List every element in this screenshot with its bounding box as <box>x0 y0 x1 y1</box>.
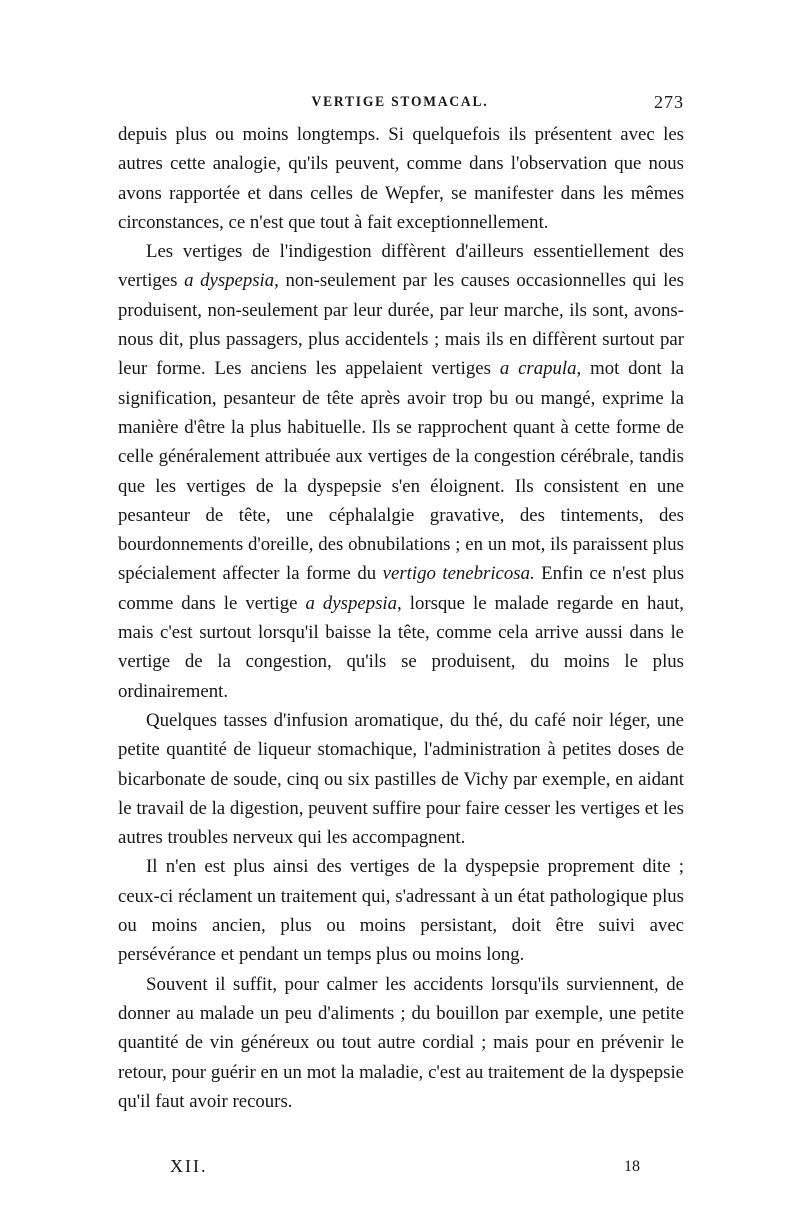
italic-term: vertigo tenebricosa. <box>382 563 535 585</box>
italic-term: a dyspepsia, <box>305 592 402 614</box>
paragraph-text: Quelques tasses d'infusion aromatique, du thé, du café noir léger, une petite quantité de liqueur stomachique, l'administration à petites doses de bicarbonate de soude, cinq ou six pastilles de Vichy par exemple, en aidant le travail de la digestion, peuvent suffire pour faire cesser les vertiges et les autres troubles nerveux qui les accompagnent. <box>118 709 684 849</box>
paragraph-text: Souvent il suffit, pour calmer les accidents lorsqu'ils surviennent, de donner au malade un peu d'aliments ; du bouillon par exemple, une petite quantité de vin généreux ou tout autre cordial ; mais pour en prévenir le retour, pour guérir en un mot la maladie, c'est au traitement de la dyspepsie qu'il faut avoir recours. <box>118 973 684 1112</box>
running-head <box>116 94 684 118</box>
paragraph-dyspepsia-treatment <box>118 852 684 969</box>
paragraph-continuation <box>118 120 684 237</box>
italic-term: a crapula, <box>499 358 582 380</box>
paragraph-indigestion-vertigo <box>118 237 684 706</box>
sheet-number: 18 <box>624 1158 640 1175</box>
paragraph-text: non-seulement par les causes occasionnelles qui les produisent, non-seulement par leur durée, par leur marche, ils sont, avons-nous dit, plus passagers, plus accidentels ; mais ils en diffèrent surtout par leur forme. Les anciens les appelaient vertiges <box>118 270 684 380</box>
paragraph-remedies <box>118 706 684 852</box>
italic-term: a dyspepsia, <box>184 270 279 292</box>
paragraph-text: mot dont la signification, pesanteur de tête après avoir trop bu ou mangé, exprime la manière d'être la plus habituelle. Ils se rapprochent quant à cette forme de celle généralement attribuée aux vertiges de la congestion cérébrale, tandis que les vertiges de la dyspepsie s'en éloignent. Ils consistent en une pesanteur de tête, une céphalalgie gravative, des tintements, des bourdonnements d'oreille, des obnubilations ; en un mot, ils paraissent plus spécialement affecter la forme du <box>118 358 684 585</box>
paragraph-text: lorsque le malade regarde en haut, mais c'est surtout lorsqu'il baisse la tête, comme cela arrive aussi dans le vertige de la congestion, qu'ils se produisent, du moins le plus ordinairement. <box>118 592 684 702</box>
running-title: VERTIGE STOMACAL. <box>311 94 489 110</box>
paragraph-text: Les vertiges de l'indigestion diffèrent d'ailleurs essentiellement des vertiges <box>118 241 684 292</box>
page-number: 273 <box>654 92 684 112</box>
body-text <box>118 120 684 1116</box>
page-footer <box>170 1156 640 1182</box>
paragraph-calming-accidents <box>118 970 684 1116</box>
paragraph-text: Il n'en est plus ainsi des vertiges de la dyspepsie proprement dite ; ceux-ci réclament un traitement qui, s'adressant à un état pathologique plus ou moins ancien, plus ou moins persistant, doit être suivi avec persévérance et pendant un temps plus ou moins long. <box>118 856 684 966</box>
signature-mark: XII. <box>170 1156 208 1176</box>
paragraph-text: depuis plus ou moins longtemps. Si quelquefois ils présentent avec les autres cette analogie, qu'ils peuvent, comme dans l'observation que nous avons rapportée et dans celles de Wepfer, se manifester dans les mêmes circonstances, ce n'est que tout à fait exceptionnellement. <box>118 124 684 233</box>
paragraph-text: Enfin ce n'est plus comme dans le vertige <box>118 563 684 614</box>
